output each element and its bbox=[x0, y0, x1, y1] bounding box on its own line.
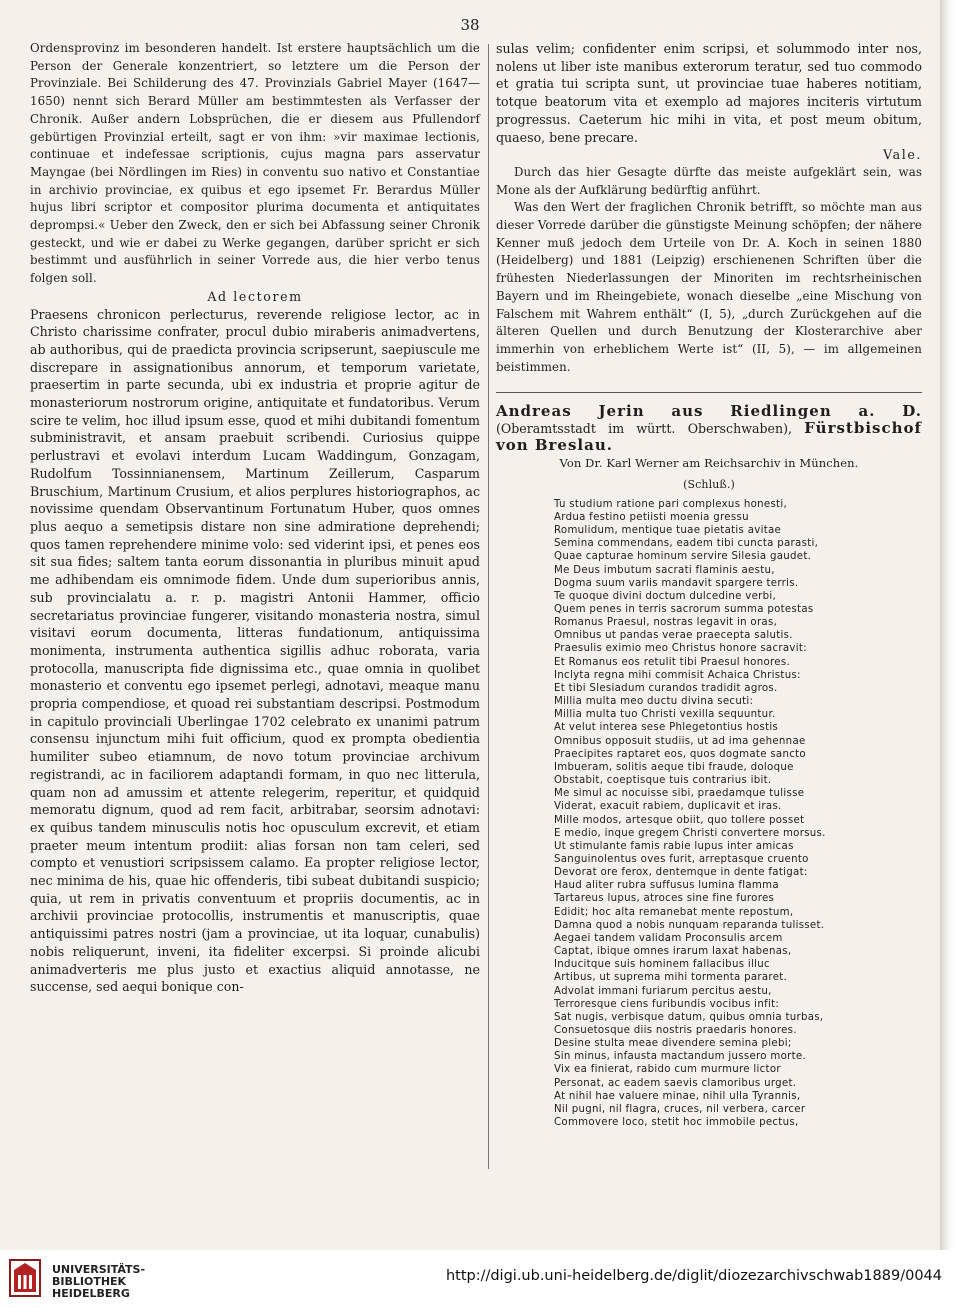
ad-lectorem-heading: Ad lectorem bbox=[207, 288, 303, 304]
poem-line: Damna quod a nobis nunquam reparanda tulisset. bbox=[554, 919, 825, 931]
commentary-paragraph-2: Was den Wert der fraglichen Chronik betrifft, so möchte man aus dieser Vorrede darüber die günstigste Meinung schöpfen; der nähere Kenner muß jedoch dem Urteile von Dr. A. Koch in seinen 1880 (Heidelberg) und 1881 (Leipzig) erschienenen Schriften über die frühesten Niederlassungen der Minoriten im rechtsrheinischen Bayern und im Rheingebiete, wonach dieselbe „eine Mischung von Falschem mit Wahrem enthält“ (I, 5), „durch Zurückgehen auf die älteren Quellen und durch Benutzung der Klosterarchive aber immerhin von erheblichem Werte ist“ (II, 5), — im allgemeinen beistimmen. bbox=[496, 200, 922, 374]
poem-line: Haud aliter rubra suffusus lumina flamma bbox=[554, 880, 779, 892]
column-divider bbox=[488, 44, 489, 1169]
poem-line: Artibus, ut suprema mihi tormenta pararet. bbox=[554, 972, 788, 984]
poem-line: Advolat immani furiarum percitus aestu, bbox=[554, 985, 772, 997]
poem-line: Terroresque ciens furibundis vocibus infit: bbox=[554, 998, 780, 1010]
poem-line: At nihil hae valuere minae, nihil ulla Tyrannis, bbox=[554, 1090, 801, 1102]
poem-line: Commovere loco, stetit hoc immobile pectus, bbox=[554, 1117, 799, 1129]
poem-line: Vix ea finierat, rabido cum murmure lictor bbox=[554, 1064, 781, 1076]
article-title-office: Fürstbischof von Breslau. bbox=[496, 419, 922, 455]
poem-line: E medio, inque gregem Christi convertere morsus. bbox=[554, 827, 826, 839]
poem-line: Praesulis eximio meo Christus honore sacravit: bbox=[554, 643, 807, 655]
poem-line: Romanus Praesul, nostras legavit in oras, bbox=[554, 617, 778, 629]
poem-line: Personat, ac eadem saevis clamoribus urget. bbox=[554, 1077, 797, 1089]
article-title-place: (Oberamtsstadt im württ. Oberschwaben), bbox=[496, 421, 793, 437]
poem-line: Tu studium ratione pari complexus honesti, bbox=[554, 498, 788, 510]
right-column bbox=[496, 40, 922, 1129]
poem-line: Me simul ac nocuisse sibi, praedamque tulisse bbox=[554, 788, 805, 800]
poem-line: Omnibus ut pandas verae praecepta salutis. bbox=[554, 630, 793, 642]
article-title-name: Andreas Jerin aus Riedlingen a. D. bbox=[496, 402, 922, 421]
vale-line: Vale. bbox=[883, 147, 922, 163]
library-name-line-2: BIBLIOTHEK bbox=[52, 1275, 127, 1288]
poem-line: Omnibus opposuit studiis, ut ad ima gehennae bbox=[554, 735, 806, 747]
source-url-link[interactable]: http://digi.ub.uni-heidelberg.de/diglit/diozezarchivschwab1889/0044 bbox=[445, 1268, 942, 1284]
poem-line: Quem penes in terris sacrorum summa potestas bbox=[554, 604, 814, 616]
poem-line: Millia multa tuo Christi vexilla sequuntur. bbox=[554, 709, 776, 721]
poem-line: Sanguinolentus oves furit, arreptasque cruento bbox=[554, 853, 809, 865]
library-name bbox=[52, 1264, 145, 1300]
poem-line: Dogma suum variis mandavit spargere terris. bbox=[554, 577, 799, 589]
university-library-logo-icon bbox=[8, 1258, 42, 1298]
poem-line: Mille modos, artesque obiit, quo tollere posset bbox=[554, 814, 805, 826]
scan-edge bbox=[940, 0, 956, 1250]
poem-line: Sin minus, infausta mactandum jussero morte. bbox=[554, 1051, 806, 1063]
commentary-paragraph-1: Durch das hier Gesagte dürfte das meiste aufgeklärt sein, was Mone als der Aufklärung bedürftig anführt. bbox=[496, 164, 922, 197]
poem-line: Romulidum, mentique tuae pietatis avitae bbox=[554, 525, 782, 537]
conclusion-marker: (Schluß.) bbox=[683, 478, 735, 492]
poem-line: Me Deus imbutum sacrati flaminis aestu, bbox=[554, 564, 775, 576]
article-heading bbox=[496, 392, 922, 454]
poem-line: Ut stimulante famis rabie lupus inter amicas bbox=[554, 840, 794, 852]
poem-line: Semina commendans, eadem tibi cuncta parasti, bbox=[554, 538, 819, 550]
latin-poem bbox=[554, 498, 922, 1130]
poem-line: Viderat, exacuit rabiem, duplicavit et iras. bbox=[554, 801, 782, 813]
poem-line: Consuetosque diis nostris praedaris honores. bbox=[554, 1025, 797, 1037]
library-name-line-3: HEIDELBERG bbox=[52, 1287, 130, 1300]
poem-line: Praecipites raptaret eos, quos dogmate sancto bbox=[554, 748, 806, 760]
poem-line: Devorat ore ferox, dentemque in dente fatigat: bbox=[554, 867, 808, 879]
poem-line: Inclyta regna mihi commisit Achaica Christus: bbox=[554, 669, 801, 681]
article-author: Von Dr. Karl Werner am Reichsarchiv in München. bbox=[559, 456, 859, 471]
poem-line: Inducitque suis hominem fallacibus illuc bbox=[554, 959, 770, 971]
preface-latin-text: Praesens chronicon perlecturus, reverende religiose lector, ac in Christo charissime confrater, procul dubio miraberis animadvertens, ab authoribus, qui de praedicta provincia scripserunt, saepiuscule me discrepare in assignationibus annorum, et temporum varietate, praesertim in parte secunda, ubi ex industria et proprie agitur de monasteriorum nostrorum origine, antiquitate et fundatoribus. Verum scire te velim, hoc illud ipsum esse, quod et mihi dubitandi fomentum subministravit, et ansam praebuit scribendi. Curiosius quippe perlustravi et evolavi interdum Lucam Waddingum, Gonzagam, Rudolfum Tossinnianensem, Martinum Zeillerum, Casparum Bruschium, Martinum Crusium, et alios perplures historiographos, ac novissime quendam Observantinum Fortunatum Huber, quos omnes plus aequo a semetipsis distare non sine admiratione deprehendi; quos tamen reprehendere minime volo: sed viderint ipsi, et penes eos sit sua fides; saltem tanta eorum dissonantia in pluribus minuit apud me adhibendam eis omnimode fidem. Unde dum superioribus annis, sub provincialatu a. r. p. magistri Antonii Hammer, officio secretariatus provinciae fungerer, visitando monasteria nostra, simul visitavi eorum documenta, litteras fundationum, antiquissima monimenta, instrumenta authentica sigillis adhuc roborata, varia protocolla, manuscripta fide dignissima etc., quae omnia in quolibet monasterio et conventu ego ipsemet perlegi, adnotavi, meaque manu propria compendiose, et quoad rei substantiam descripsi. Postmodum in capitulo provinciali Uberlingae 1702 celebrato ex unanimi patrum consensu injunctum mihi fuit officium, quod ex prompta obedientia humiliter subeo etiamnum, de novo totum provinciae archivum registrandi, ac in faciliorem adaptandi formam, in quo nec litterula, quam non ad amussim et attente relegerim, reperitur, et quidquid memoratu dignum, quod ad rem facit, arbitrabar, seorsim adnotavi: ex quibus tandem minusculis notis hoc opusculum excrevit, et etiam praeter meum intentum prodiit: alias forsan non tam celeri, sed compto et venustiori scripsissem calamo. Ea propter religiose lector, nec minima de his, quae hic offenderis, tibi subeat dubitandi suspicio; quia, ut rem in privatis conventuum et propriis documentis, ac in archivii provinciae protocollis, instrumentis et manuscriptis, quae antiquissimi patres nostri (jam a provinciae, ut ita loquar, cunabulis) nobis reliquerunt, inveni, ita fideliter excerpsi. Si proinde alicubi animadverteris me plus justo et exactius aliquid annotasse, ne succense, sed aequi bonique con- bbox=[30, 306, 480, 995]
poem-line: Quae capturae hominum servire Silesia gaudet. bbox=[554, 551, 812, 563]
intro-paragraph: Ordensprovinz im besonderen handelt. Ist erstere hauptsächlich um die Person der Generale konzentriert, so letztere um die Person der Provinziale. Bei Schilderung des 47. Provinzials Gabriel Mayer (1647—1650) nennt sich Berard Müller am bestimmtesten als Verfasser der Chronik. Außer andern Lobsprüchen, die er diesem aus Pfullendorf gebürtigen Provinzial erteilt, sagt er von ihm: »vir maximae lectionis, continuae et indefessae scriptionis, cujus magna pars asservatur Mayngae (bei Nördlingen im Ries) in conventu suo nativo et Constantiae in archivio provinciae, ex quibus et ego ipsemet Fr. Berardus Müller hujus libri scriptor et compositor plurima documenta et antiquitates deprompsi.« Ueber den Zweck, den er sich bei Abfassung seiner Chronik gesteckt, und wie er dabei zu Werke gegangen, darüber spricht er sich bestimmt und ausführlich in seiner Vorrede aus, die hier verbo tenus folgen soll. bbox=[30, 41, 480, 286]
poem-line: Te quoque divini doctum dulcedine verbi, bbox=[554, 590, 777, 602]
poem-line: Ardua festino petiisti moenia gressu bbox=[554, 511, 749, 523]
poem-line: At velut interea sese Phlegetontius hostis bbox=[554, 722, 779, 734]
poem-line: Captat, ibique omnes irarum laxat habenas, bbox=[554, 946, 792, 958]
poem-line: Edidit; hoc alta remanebat mente repostum, bbox=[554, 906, 794, 918]
poem-line: Aegaei tandem validam Proconsulis arcem bbox=[554, 932, 783, 944]
preface-latin-continuation: sulas velim; confidenter enim scripsi, et solummodo inter nos, nolens ut liber iste manibus exterorum teratur, sed tuo commodo et gratia tui scripta sunt, ut provinciae tuae haberes notitiam, totque beatorum vita et exemplo ad majores inciteris virtutum progressus. Caeterum hic mihi in vita, et post meum obitum, quaeso, bene precare. bbox=[496, 41, 922, 145]
poem-line: Obstabit, coeptisque tuis contrarius ibit. bbox=[554, 775, 772, 787]
poem-line: Et tibi Slesiadum curandos tradidit agros. bbox=[554, 682, 778, 694]
poem-line: Nil pugni, nil flagra, cruces, nil verbera, carcer bbox=[554, 1103, 806, 1115]
poem-line: Desine stulta meae divendere semina plebi; bbox=[554, 1038, 792, 1050]
poem-line: Tartareus lupus, atroces sine fine furores bbox=[554, 893, 775, 905]
poem-line: Sat nugis, verbisque datum, quibus omnia turbas, bbox=[554, 1011, 824, 1023]
poem-line: Imbueram, solitis aeque tibi fraude, doloque bbox=[554, 761, 794, 773]
poem-line: Et Romanus eos retulit tibi Praesul honores. bbox=[554, 656, 790, 668]
poem-line: Millia multa meo ductu divina secuti: bbox=[554, 696, 754, 708]
left-column bbox=[30, 40, 480, 996]
library-name-line-1: UNIVERSITÄTS- bbox=[52, 1263, 146, 1276]
page-number: 38 bbox=[460, 16, 480, 34]
